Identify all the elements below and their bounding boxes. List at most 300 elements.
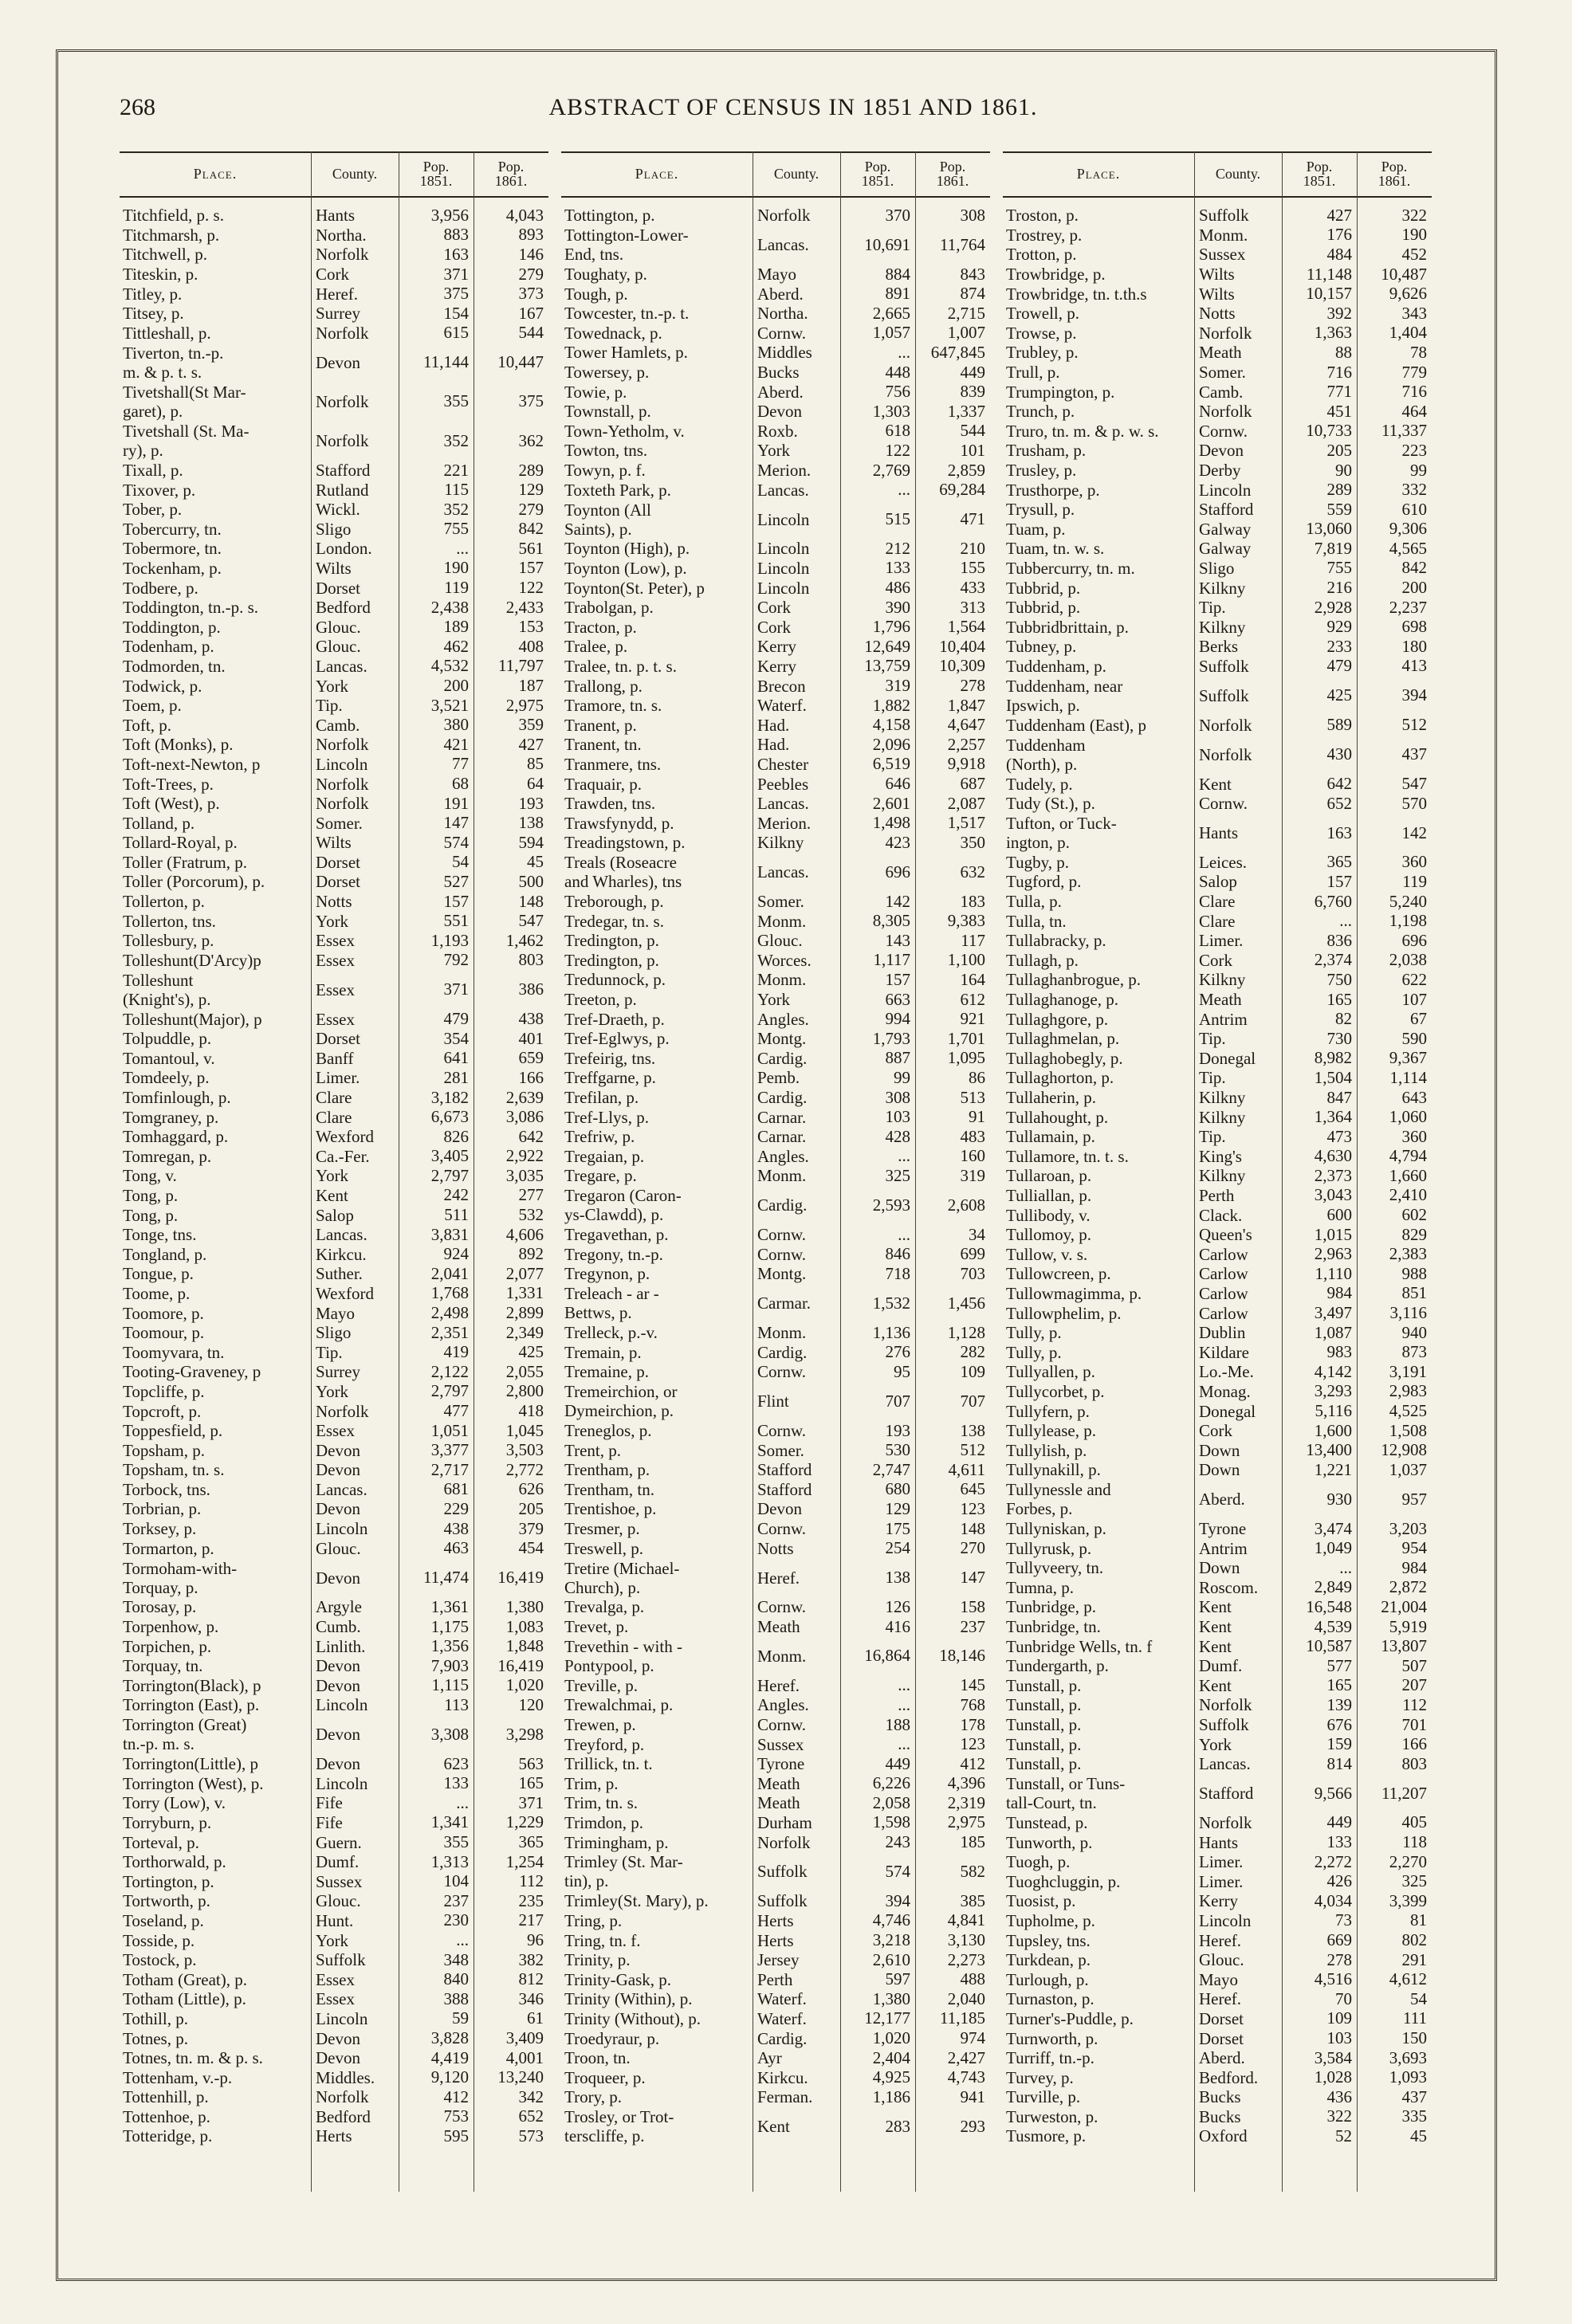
pop-1851: 707: [885, 1391, 910, 1411]
pop-1851: 924: [443, 1244, 469, 1264]
table-row: [120, 1147, 548, 1167]
county-name: Surrey: [316, 304, 360, 324]
place-name: Tobermore, tn.: [123, 539, 222, 559]
county-name: Clare: [316, 1107, 352, 1127]
place-name: Trimingham, p.: [564, 1832, 669, 1852]
county-name: Cumb.: [316, 1617, 361, 1637]
county-name: Cornw.: [757, 1519, 807, 1539]
county-name: Heref.: [1199, 1989, 1242, 2009]
table-row: [1003, 1460, 1432, 1480]
pop-1851: 4,925: [872, 2067, 910, 2087]
pop-1861: 10,309: [939, 656, 985, 676]
county-name: Dorset: [1199, 2008, 1244, 2028]
pop-1861: 122: [518, 578, 544, 598]
county-name: Norfolk: [316, 323, 369, 343]
table-row: [561, 226, 990, 265]
place-name: Torksey, p.: [123, 1519, 197, 1539]
place-name: Trysull, p.: [1006, 500, 1075, 520]
county-name: Lancas.: [316, 656, 367, 676]
pop-1851: 1,051: [430, 1420, 469, 1440]
pop-1851: 176: [1326, 225, 1352, 245]
pop-1851: 527: [443, 871, 469, 891]
pop-1861: 2,859: [947, 460, 985, 480]
pop-1861: 427: [518, 734, 544, 754]
county-name: Kent: [1199, 1617, 1232, 1637]
county-name: Donegal: [1199, 1401, 1256, 1421]
table-row: [561, 402, 990, 422]
pop-1861: 386: [518, 979, 544, 999]
place-name: Tuam, tn. w. s.: [1006, 539, 1105, 559]
place-name: Tresmer, p.: [564, 1519, 640, 1539]
place-name: Todwick, p.: [123, 676, 202, 696]
pop-1861: 11,797: [498, 656, 544, 676]
column-header-pop1851: Pop. 1851.: [419, 159, 453, 189]
pop-1851: 574: [443, 832, 469, 852]
county-name: Devon: [316, 1440, 360, 1460]
place-name: Trewalchmai, p.: [564, 1695, 674, 1715]
table-row: [1003, 970, 1432, 990]
place-name: Tullamain, p.: [1006, 1127, 1095, 1147]
table-row: [561, 539, 990, 559]
county-name: Norfolk: [316, 391, 369, 411]
place-name: Tugby, p.: [1006, 852, 1069, 872]
pop-1851: 930: [1326, 1489, 1352, 1509]
pop-1851: 1,882: [872, 695, 910, 715]
county-name: Bucks: [1199, 2106, 1241, 2126]
county-name: Hants: [1199, 823, 1238, 842]
pop-1861: 645: [960, 1479, 985, 1499]
place-name: Trimley(St. Mary), p.: [564, 1891, 709, 1911]
pop-1851: 428: [885, 1126, 910, 1146]
county-name: Glouc.: [316, 1538, 361, 1558]
county-name: Flint: [757, 1392, 789, 1411]
table-row: [1003, 892, 1432, 912]
table-row: [561, 813, 990, 833]
pop-1861: 843: [960, 264, 985, 284]
column-header-pop1861: Pop. 1861.: [494, 159, 528, 189]
table-row: [561, 1421, 990, 1441]
pop-1861: 2,040: [947, 1988, 985, 2008]
place-name: Torosay, p.: [123, 1597, 197, 1617]
county-name: Norfolk: [1199, 402, 1252, 422]
pop-1861: 78: [1410, 342, 1427, 362]
table-row: [120, 911, 548, 931]
county-name: Clare: [1199, 911, 1236, 931]
pop-1851: 984: [1326, 1283, 1352, 1303]
place-name: Treneglos, p.: [564, 1421, 652, 1441]
county-name: Glouc.: [316, 1891, 361, 1911]
table-row: [561, 2087, 990, 2107]
pop-1861: 2,383: [1389, 1244, 1427, 1264]
pop-1851: 716: [1326, 362, 1352, 382]
place-name: Tunstall, p.: [1006, 1715, 1082, 1735]
pop-1861: 1,060: [1389, 1107, 1427, 1127]
table-row: [561, 1244, 990, 1264]
county-name: Bucks: [757, 363, 800, 383]
table-row: [561, 382, 990, 402]
pop-1851: 1,117: [873, 950, 910, 970]
place-name: Tullowphelim, p.: [1006, 1303, 1122, 1323]
table-row: [1003, 1558, 1432, 1578]
place-name: Treeton, p.: [564, 990, 637, 1010]
pop-1851: 119: [444, 578, 469, 598]
pop-1851: 276: [885, 1342, 910, 1362]
pop-1851: ...: [898, 1694, 910, 1714]
pop-1851: 1,115: [431, 1675, 469, 1695]
place-name: Todmorden, tn.: [123, 656, 226, 676]
table-row: [1003, 853, 1432, 873]
place-name: Tockenham, p.: [123, 558, 222, 578]
table-row: [120, 813, 548, 833]
pop-1851: 530: [885, 1440, 910, 1460]
county-name: Antrim: [1199, 1538, 1248, 1558]
county-name: Stafford: [316, 461, 371, 481]
table-row: [561, 637, 990, 657]
place-name: Treadingstown, p.: [564, 833, 686, 853]
county-name: Essex: [316, 1009, 355, 1029]
county-name: Norfolk: [1199, 744, 1252, 764]
table-row: [1003, 1421, 1432, 1441]
table-row: [1003, 715, 1432, 735]
column-header-pop1851: Pop. 1851.: [1303, 159, 1336, 189]
table-row: [1003, 2087, 1432, 2107]
pop-1861: 223: [1401, 440, 1427, 460]
place-name: Trevet, p.: [564, 1617, 629, 1637]
pop-1861: 183: [960, 891, 985, 911]
table-row: [120, 1558, 548, 1597]
place-name: Tottington-Lower- End, tns.: [564, 226, 689, 265]
county-name: Cornw.: [757, 1225, 807, 1245]
table-row: [1003, 2048, 1432, 2068]
pop-1861: 988: [1401, 1263, 1427, 1283]
table-row: [120, 1088, 548, 1108]
county-name: Pemb.: [757, 1068, 800, 1088]
pop-1861: 570: [1401, 793, 1427, 813]
pop-1861: 464: [1401, 401, 1427, 421]
table-row: [1003, 480, 1432, 500]
pop-1861: 4,612: [1389, 1969, 1427, 1989]
place-name: Tunbridge, p.: [1006, 1597, 1096, 1617]
pop-1861: 235: [518, 1890, 544, 1910]
place-name: Tullaghmelan, p.: [1006, 1029, 1120, 1049]
pop-1851: 68: [452, 774, 469, 794]
place-name: Tullyrusk, p.: [1006, 1538, 1092, 1558]
place-name: Tullynakill, p.: [1006, 1460, 1101, 1480]
pop-1861: 1,093: [1389, 2067, 1427, 2087]
county-name: Ca.-Fer.: [316, 1146, 370, 1166]
pop-1861: 1,701: [947, 1028, 985, 1048]
place-name: Trowbridge, tn. t.th.s: [1006, 284, 1147, 304]
county-name: Cornw.: [757, 1362, 807, 1382]
page-number: 268: [120, 94, 155, 120]
place-name: Tubbercurry, tn. m.: [1006, 558, 1135, 578]
table-row: [120, 617, 548, 637]
pop-1851: 7,819: [1314, 538, 1352, 558]
table-row: [1003, 578, 1432, 598]
county-name: Suffolk: [757, 1862, 808, 1882]
county-name: Perth: [757, 1969, 793, 1989]
pop-1851: 375: [443, 284, 469, 304]
table-row: [561, 1617, 990, 1637]
pop-1861: 207: [1401, 1675, 1427, 1695]
place-name: Toddington, tn.-p. s.: [123, 598, 259, 618]
place-name: Turlough, p.: [1006, 1969, 1089, 1989]
table-row: [1003, 1911, 1432, 1931]
pop-1851: 355: [443, 1832, 469, 1852]
county-name: Wexford: [316, 1127, 374, 1147]
county-name: Salop: [316, 1205, 354, 1225]
pop-1851: 846: [885, 1244, 910, 1264]
table-row: [561, 1440, 990, 1460]
pop-1851: 2,373: [1314, 1165, 1352, 1185]
pop-1861: 590: [1401, 1028, 1427, 1048]
place-name: Tullaherin, p.: [1006, 1088, 1096, 1108]
pop-1851: 13,759: [864, 656, 910, 676]
place-name: Tufton, or Tuck- ington, p.: [1006, 814, 1117, 852]
table-row: [120, 970, 548, 1009]
place-name: Tredington, p.: [564, 950, 659, 970]
place-name: Totnes, tn. m. & p. s.: [123, 2048, 263, 2068]
pop-1861: 405: [1401, 1812, 1427, 1832]
county-name: Merion.: [757, 813, 812, 833]
county-name: Lo.-Me.: [1199, 1362, 1254, 1382]
place-name: Tomgraney, p.: [123, 1107, 219, 1127]
pop-1861: 193: [518, 793, 544, 813]
county-name: Tyrone: [757, 1754, 805, 1774]
county-name: Bucks: [1199, 2087, 1241, 2107]
place-name: Tothill, p.: [123, 2008, 188, 2028]
county-name: Norfolk: [1199, 323, 1252, 343]
pop-1851: 6,760: [1314, 891, 1352, 911]
pop-1861: 148: [518, 891, 544, 911]
pop-1861: 1,848: [505, 1636, 544, 1656]
table-row: [120, 2067, 548, 2087]
pop-1851: 190: [443, 558, 469, 578]
pop-1861: 2,319: [947, 1792, 985, 1812]
county-name: Glouc.: [757, 931, 803, 951]
table-row: [561, 265, 990, 285]
page-title: ABSTRACT OF CENSUS IN 1851 AND 1861.: [548, 94, 1038, 120]
county-name: Jersey: [757, 1950, 800, 1970]
pop-1861: 373: [518, 284, 544, 304]
county-name: Lincoln: [316, 2008, 368, 2028]
table-row: [120, 637, 548, 657]
table-row: [120, 1499, 548, 1519]
place-name: Tolland, p.: [123, 813, 195, 833]
pop-1851: 883: [443, 225, 469, 245]
pop-1851: 165: [1326, 989, 1352, 1009]
pop-1851: 308: [885, 1087, 910, 1107]
county-name: Salop: [1199, 872, 1237, 892]
county-name: Devon: [316, 1725, 360, 1745]
table-row: [1003, 676, 1432, 715]
place-name: Tormarton, p.: [123, 1538, 214, 1558]
place-name: Tredegar, tn. s.: [564, 911, 664, 931]
pop-1861: 594: [518, 832, 544, 852]
pop-1851: 254: [885, 1538, 910, 1558]
place-name: Tubbridbrittain, p.: [1006, 617, 1129, 637]
table-row: [1003, 1049, 1432, 1069]
place-name: Tref-Draeth, p.: [564, 1009, 665, 1029]
county-name: Wickl.: [316, 500, 360, 520]
pop-1851: 4,142: [1314, 1361, 1352, 1381]
place-name: Tullahought, p.: [1006, 1107, 1109, 1127]
pop-1851: ...: [898, 480, 910, 500]
pop-1851: 479: [1326, 656, 1352, 676]
county-name: Peebles: [757, 774, 809, 794]
place-name: Tullagh, p.: [1006, 950, 1079, 970]
pop-1861: 54: [1410, 1988, 1427, 2008]
table-row: [120, 2009, 548, 2029]
place-name: Titley, p.: [123, 284, 183, 304]
pop-1851: 1,221: [1314, 1459, 1352, 1479]
pop-1851: 1,015: [1314, 1224, 1352, 1244]
county-name: Suffolk: [1199, 1715, 1249, 1735]
place-name: Titsey, p.: [123, 304, 184, 324]
pop-1861: 99: [1410, 460, 1427, 480]
place-name: Treborough, p.: [564, 892, 664, 912]
pop-1851: 2,498: [430, 1303, 469, 1323]
county-name: Kent: [1199, 1675, 1232, 1695]
table-row: [120, 696, 548, 716]
table-row: [561, 1852, 990, 1891]
place-name: Tunbridge Wells, tn. f: [1006, 1636, 1153, 1656]
county-name: Cork: [757, 617, 791, 637]
pop-1851: 730: [1326, 1028, 1352, 1048]
pop-1851: 2,374: [1314, 950, 1352, 970]
county-name: Devon: [316, 1656, 360, 1676]
place-name: Tregare, p.: [564, 1166, 637, 1186]
place-name: Tulliallan, p.: [1006, 1185, 1092, 1205]
pop-1861: 112: [1402, 1694, 1427, 1714]
pop-1861: 1,037: [1389, 1459, 1427, 1479]
place-name: Towersey, p.: [564, 363, 650, 383]
table-row: [120, 539, 548, 559]
table-row: [561, 1342, 990, 1362]
place-name: Tixover, p.: [123, 480, 196, 500]
county-name: York: [316, 1166, 349, 1186]
pop-1861: 4,396: [947, 1773, 985, 1793]
table-row: [120, 1813, 548, 1833]
county-name: Tip.: [316, 696, 343, 716]
pop-1851: 103: [1326, 2028, 1352, 2048]
pop-1861: 279: [518, 264, 544, 284]
table-row: [561, 324, 990, 343]
pop-1851: 278: [1326, 1949, 1352, 1969]
table-row: [561, 1754, 990, 1774]
county-name: York: [316, 1930, 349, 1950]
pop-1861: 874: [960, 284, 985, 304]
place-name: Tunstall, or Tuns- tall-Court, tn.: [1006, 1774, 1126, 1813]
pop-1861: 984: [1401, 1557, 1427, 1577]
pop-1851: 421: [443, 734, 469, 754]
county-name: Angles.: [757, 1009, 809, 1029]
pop-1861: 2,237: [1389, 597, 1427, 617]
pop-1851: 2,593: [872, 1195, 910, 1215]
county-name: Banff: [316, 1048, 354, 1068]
pop-1851: 147: [443, 813, 469, 833]
pop-1861: 237: [960, 1616, 985, 1636]
table-row: [1003, 1871, 1432, 1891]
table-row: [120, 382, 548, 421]
table-row: [561, 774, 990, 794]
place-name: Trelleck, p.-v.: [564, 1323, 658, 1343]
place-name: Trevalga, p.: [564, 1597, 645, 1617]
pop-1861: 11,207: [1381, 1783, 1427, 1803]
place-name: Toome, p.: [123, 1283, 191, 1303]
table-row: [120, 1911, 548, 1931]
table-row: [120, 265, 548, 285]
county-name: Kilkny: [1199, 617, 1246, 637]
table-row: [561, 794, 990, 814]
table-row: [1003, 1891, 1432, 1911]
pop-1861: 119: [1402, 871, 1427, 891]
place-name: Trotton, p.: [1006, 245, 1077, 265]
pop-1851: 392: [1326, 303, 1352, 323]
county-name: Guern.: [316, 1832, 362, 1852]
place-name: Tullynessle and Forbes, p.: [1006, 1480, 1111, 1519]
pop-1861: 12,908: [1381, 1440, 1427, 1460]
pop-1851: 2,769: [872, 460, 910, 480]
pop-1861: 1,380: [505, 1596, 544, 1616]
table-row: [120, 1166, 548, 1186]
place-name: Tref-Eglwys, p.: [564, 1029, 670, 1049]
table-row: [561, 578, 990, 598]
pop-1851: 1,600: [1314, 1420, 1352, 1440]
place-name: Treswell, p.: [564, 1538, 643, 1558]
place-name: Trefriw, p.: [564, 1127, 635, 1147]
place-name: Tosside, p.: [123, 1930, 195, 1950]
county-name: Carlow: [1199, 1264, 1248, 1284]
county-name: Heref.: [757, 1568, 800, 1588]
place-name: Tudely, p.: [1006, 774, 1073, 794]
place-name: Tollerton, tns.: [123, 911, 216, 931]
county-name: Devon: [316, 1675, 360, 1695]
place-name: Trawden, tns.: [564, 794, 656, 814]
place-name: Totteridge, p.: [123, 2126, 213, 2146]
pop-1851: 2,610: [872, 1949, 910, 1969]
pop-1861: 582: [960, 1861, 985, 1881]
table-row: [1003, 794, 1432, 814]
county-name: Cardig.: [757, 1195, 808, 1215]
pop-1851: 983: [1326, 1342, 1352, 1362]
table-row: [1003, 1852, 1432, 1872]
pop-1861: 612: [960, 989, 985, 1009]
pop-1851: 4,746: [872, 1910, 910, 1930]
table-row: [561, 1009, 990, 1029]
county-name: Rutland: [316, 480, 369, 500]
place-name: Tullyniskan, p.: [1006, 1519, 1106, 1539]
pop-1851: 438: [443, 1518, 469, 1538]
table-row: [120, 1401, 548, 1421]
place-name: Toft-next-Newton, p: [123, 754, 261, 774]
county-name: Notts: [1199, 304, 1236, 324]
table-row: [561, 1930, 990, 1950]
place-name: Tolleshunt(Major), p: [123, 1009, 262, 1029]
county-name: Mayo: [1199, 1969, 1238, 1989]
pop-1861: 418: [518, 1401, 544, 1421]
table-row: [561, 833, 990, 853]
county-name: Galway: [1199, 539, 1252, 559]
pop-1851: 243: [885, 1832, 910, 1852]
county-name: Notts: [757, 1538, 794, 1558]
county-name: Kerry: [1199, 1891, 1238, 1911]
county-name: Meath: [757, 1793, 800, 1813]
table-row: [561, 1284, 990, 1323]
place-name: Troedyraur, p.: [564, 2028, 660, 2048]
pop-1851: 188: [885, 1714, 910, 1734]
pop-1861: 437: [1401, 2086, 1427, 2106]
